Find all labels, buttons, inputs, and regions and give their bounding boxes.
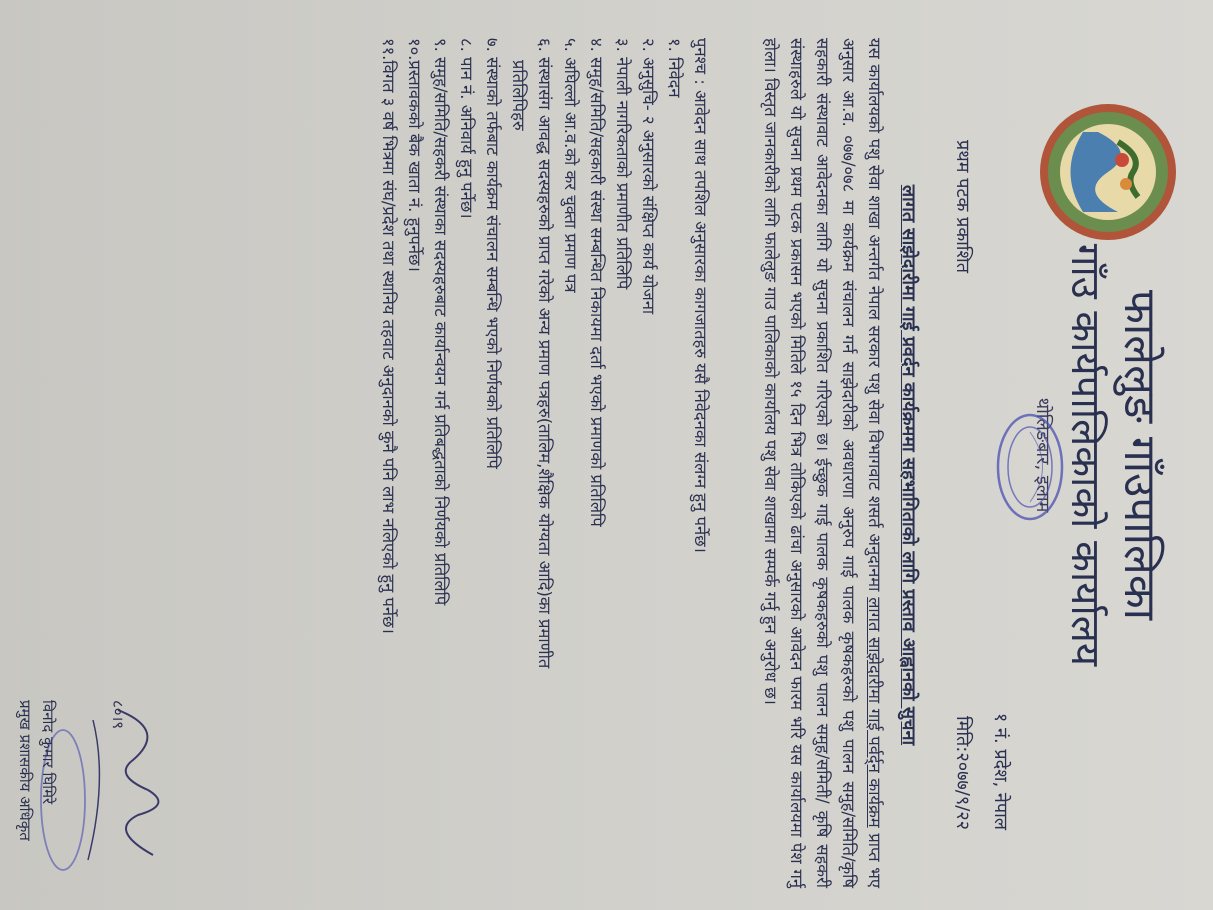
signature-mark: ८०।९	[109, 700, 127, 730]
publication-label: प्रथम पटक प्रकाशित	[952, 140, 973, 273]
date-label: मिति:२०७७/९/२२	[952, 715, 973, 830]
list-item: ८. पान नं. अनिवार्य हुनु पर्नेछ।	[457, 38, 476, 219]
office-name: फालेलुङ गाँउपालिका	[1114, 289, 1165, 621]
notice-body-part-2: प्राप्त भए अनुसार आ.व. ०७७/०७८ मा कार्यक्रम संचालन गर्न साझेदारीको अवधारणा अनुरुप गाई पालक कृषकहरुको पशु पालन समुह/समिति/कृषि सहकारी संस्थावाट आवेदनका लागि यो सुचना प्रकाशित गरिएको छ। ईच्छुक गाई पालक कृषकहरुको पशु पालन समुह/समिती/ कृषि सहकरी संस्थाहरुले यो सुचना प्रथम पटक प्रकासन भएको मितिले १५ दिन भित्र तोकिएको ढांचा अनुसारको आवेदन फारम भरि यस कार्यालयमा पेश गर्नु होला। विस्तृत जानकारीको लागि फालेलुङ गाउ पालिकाको कार्यालय पशु सेवा शाखामा सम्पर्क गर्नु हुन अनुरोध छ।	[761, 38, 884, 888]
list-item: २. अनुसुचि- २ अनुसारको संक्षिप्त कार्य योजना	[639, 38, 658, 315]
list-item: ११.विगत ३ वर्ष भित्रमा संघ/प्रदेश तथा स्थानिय तहवाट अनुदानको कुनै पनि लाभ नलिएको हुनु पर्नेछ।	[379, 38, 398, 634]
office-subtitle: गाँउ कार्यपालिकाको कार्यालय	[1062, 243, 1108, 667]
notice-body-program: लागत साझेदारीमा गाई पर्वर्द्न कार्यक्रम	[865, 597, 884, 828]
list-item-continuation: प्रतिलिपिहरु	[509, 60, 528, 131]
list-item: ९. समुह/समिति/सहकरी संस्थाका सदस्यहरुबाट कार्यान्वयन गर्न प्रतिबद्धताको निर्णयको प्रतिलिपि	[431, 38, 450, 606]
notice-body-part-1: यस कार्यालयको पशु सेवा शाखा अन्तर्गत नेपाल सरकार पशु सेवा विभागवाट शसर्त अनुदानमा	[865, 38, 884, 598]
list-item: ६. संस्थासंग आवद्ध सदस्यहरुको प्राप्त गरेको अन्य प्रमाण पत्रहरु(तालिम,शैक्षिक योग्यता आदि)का प्रमाणीत	[535, 38, 554, 669]
signatory-name: विनोद कुमार घिमिरे	[39, 700, 57, 805]
list-item: ३. नेपाली नागरिकताको प्रमाणीत प्रतिलिपि	[613, 38, 632, 290]
list-item: ५. अघिल्लो आ.व.को कर चुक्ता प्रमाण पत्र	[561, 38, 580, 293]
notice-title: लागत साझेदारीमा गाई प्रवर्दन कार्यक्रममा सहभागिताको लागि प्रस्ताव आह्वानको सुचना	[898, 184, 919, 746]
official-stamp-icon	[995, 412, 1065, 522]
notice-body	[757, 38, 887, 888]
list-item: १. निवेदन	[665, 38, 684, 98]
office-location: थोलिङबार, इलाम	[1032, 397, 1053, 513]
list-item: ७. संस्थाको तर्फबाट कार्यक्रम संचालन सम्बन्धि भएको निर्णयको प्रतिलिपि	[483, 38, 502, 469]
list-item: १०.प्रस्तावकको बैक खाता नं. हुनुपर्नेछ।	[405, 38, 424, 272]
postscript-intro: पुनश्च : आवेदन साथ तपशिल अनुसारका कागजातहरु यसै निवेदनका संलग्न हुनु पर्नेछ।	[691, 38, 710, 553]
signatory-designation: प्रमुख प्रशासकीय अधिकृत	[16, 700, 34, 841]
province-label: १ नं. प्रदेश, नेपाल	[990, 712, 1011, 830]
postscript-section	[375, 38, 713, 888]
list-item: ४. समुह/समिति/सहकारी संस्था सम्बन्धित निकायमा दर्ता भएको प्रमाणको प्रतिलिपि	[587, 38, 606, 527]
